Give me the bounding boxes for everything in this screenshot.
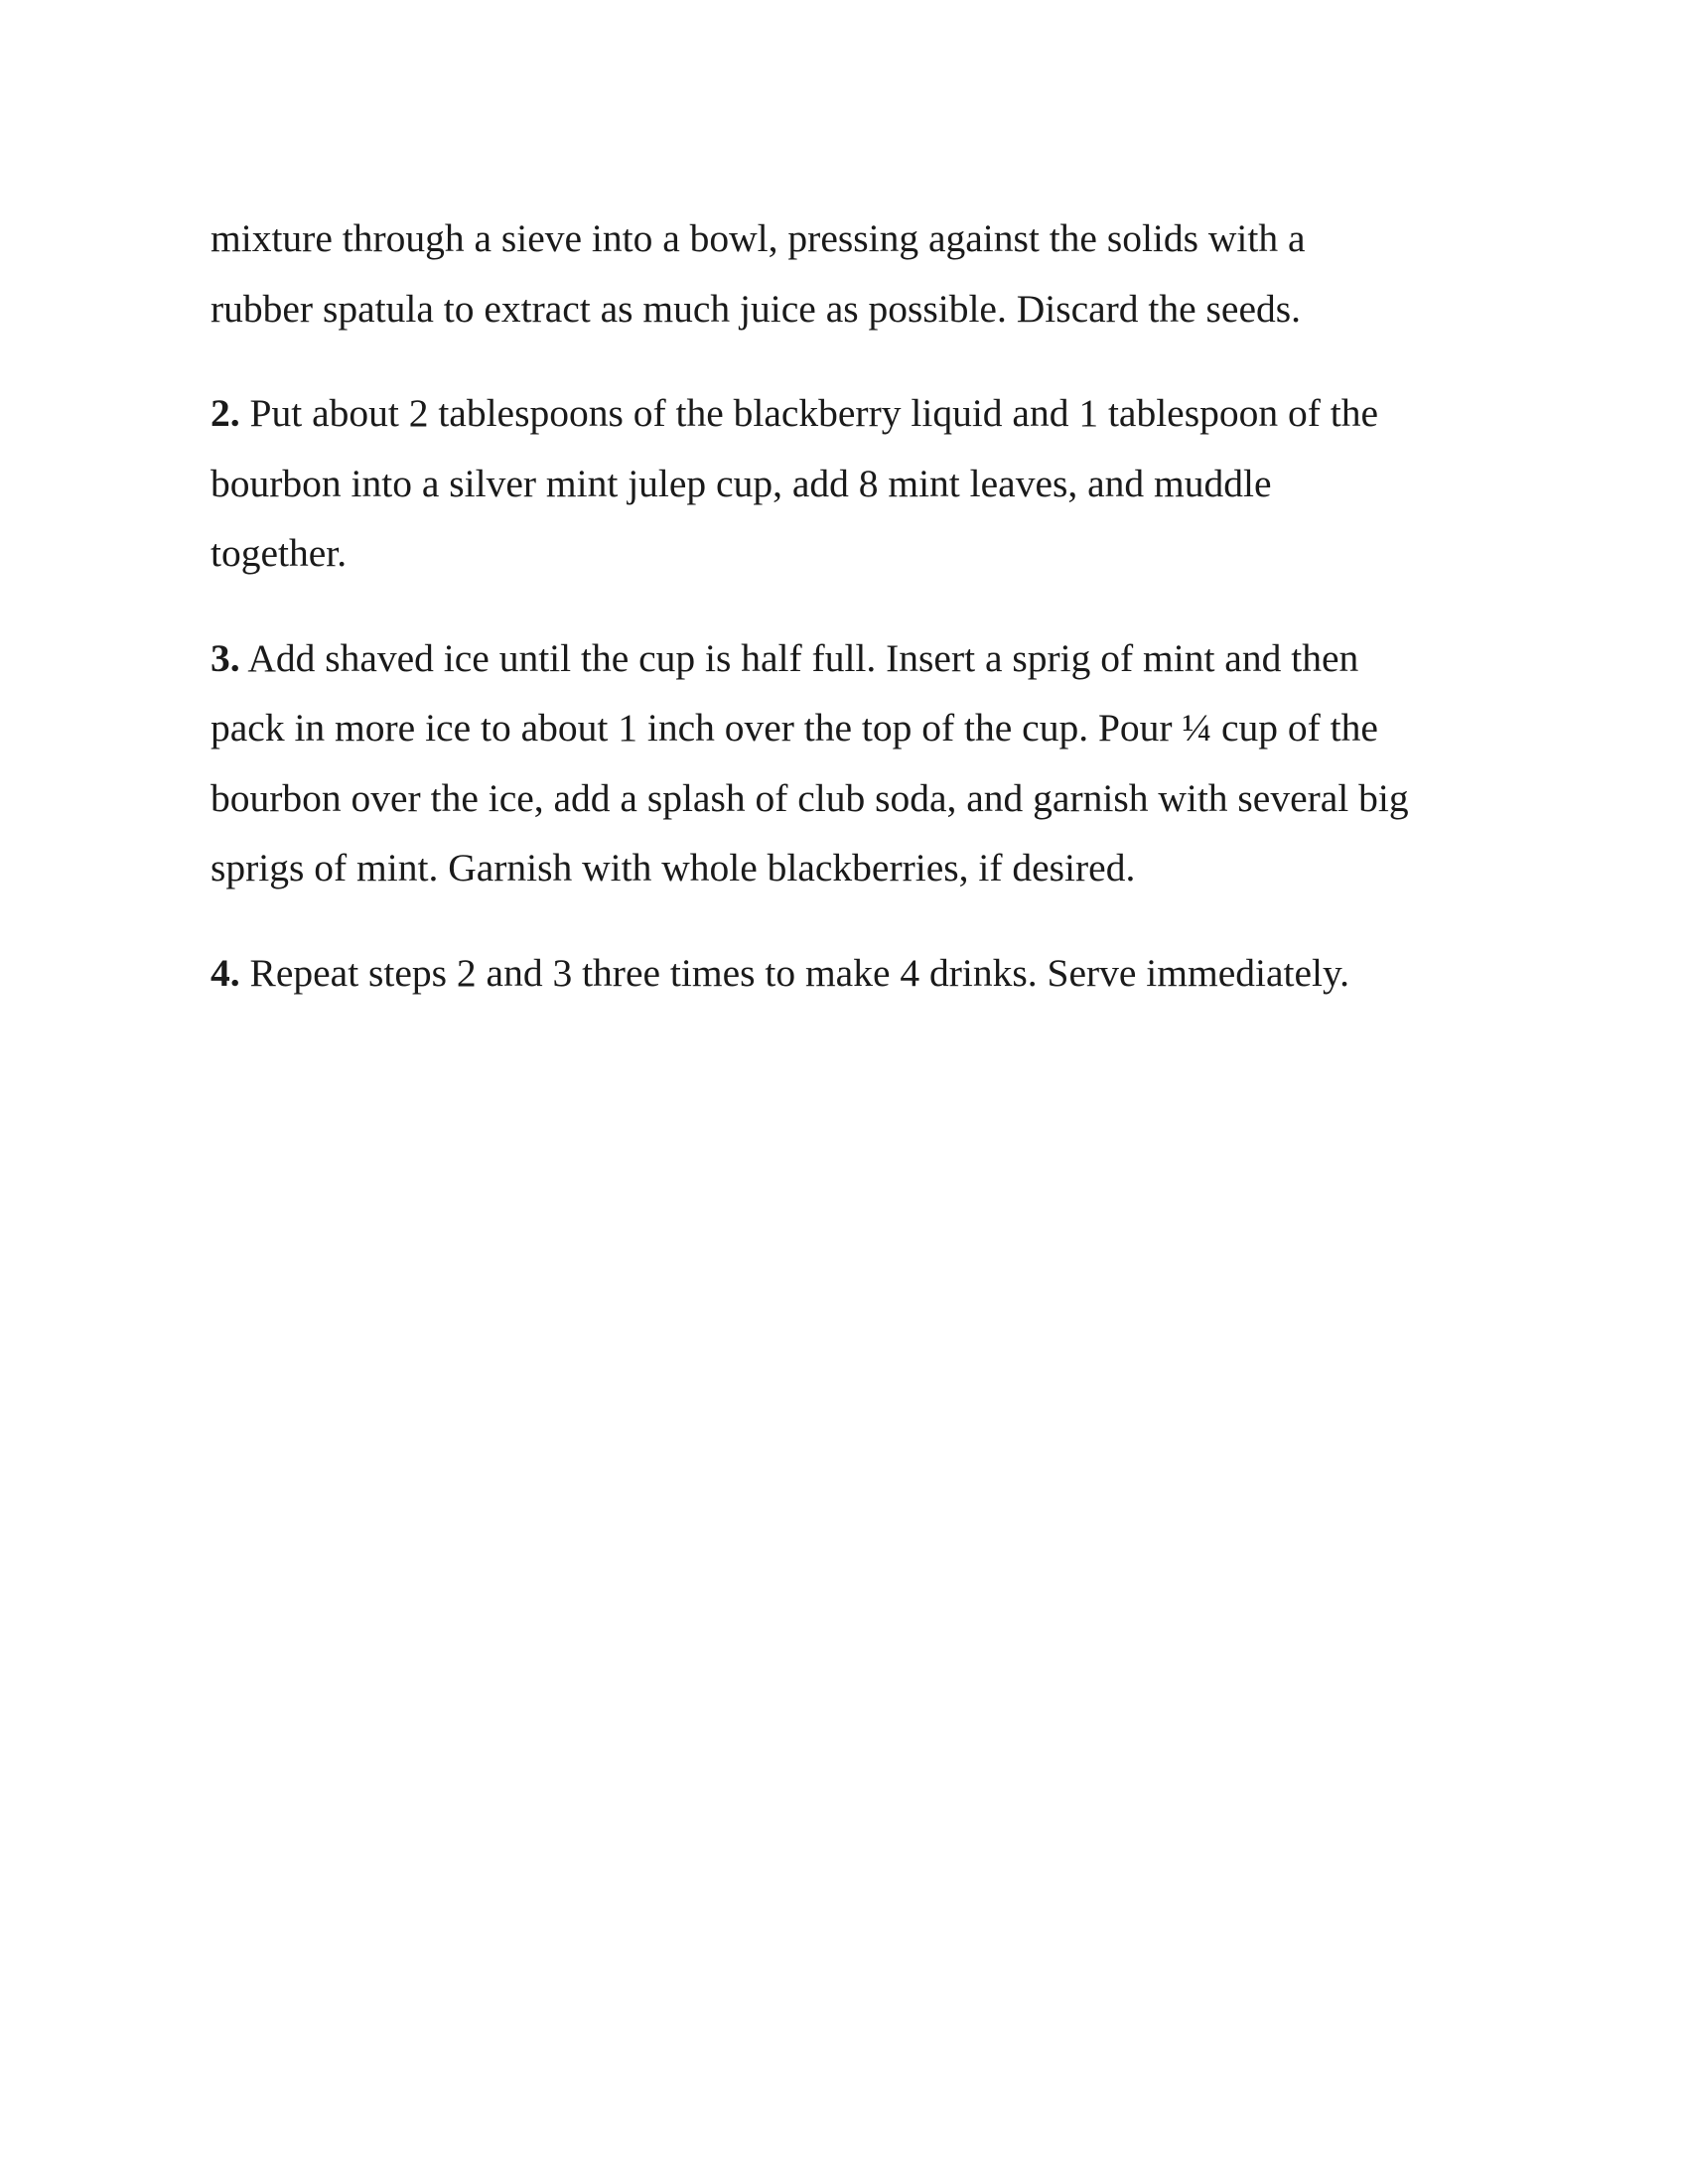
- step-number: 2.: [211, 391, 240, 435]
- paragraph-line: together.: [211, 531, 348, 575]
- paragraph-line: [211, 378, 1491, 449]
- step-text: Put about 2 tablespoons of the blackberry liquid and 1 tablespoon of the: [239, 391, 1378, 435]
- paragraph-line: rubber spatula to extract as much juice as possible. Discard the seeds.: [211, 286, 1301, 331]
- paragraph-line: mixture through a sieve into a bowl, pressing against the solids with a: [211, 216, 1306, 260]
- paragraph-line: bourbon over the ice, add a splash of club soda, and garnish with several big: [211, 775, 1409, 820]
- paragraph-line: bourbon into a silver mint julep cup, add 8 mint leaves, and muddle: [211, 461, 1272, 505]
- step-4-paragraph: [211, 938, 1491, 1009]
- step-text: Add shaved ice until the cup is half full. Insert a sprig of mint and then: [239, 635, 1359, 680]
- step-text: Repeat steps 2 and 3 three times to make 4 drinks. Serve immediately.: [239, 950, 1350, 995]
- paragraph-line: pack in more ice to about 1 inch over the top of the cup. Pour ¼ cup of the: [211, 706, 1378, 750]
- step-number: 3.: [211, 635, 240, 680]
- paragraph-continuation: [211, 204, 1491, 343]
- paragraph-line: [211, 938, 1491, 1009]
- paragraph-line: sprigs of mint. Garnish with whole blackberries, if desired.: [211, 846, 1136, 889]
- paragraph-line: [211, 623, 1491, 694]
- step-number: 4.: [211, 950, 240, 995]
- step-3-paragraph: [211, 623, 1491, 903]
- recipe-instructions: [211, 204, 1491, 1042]
- step-2-paragraph: [211, 378, 1491, 589]
